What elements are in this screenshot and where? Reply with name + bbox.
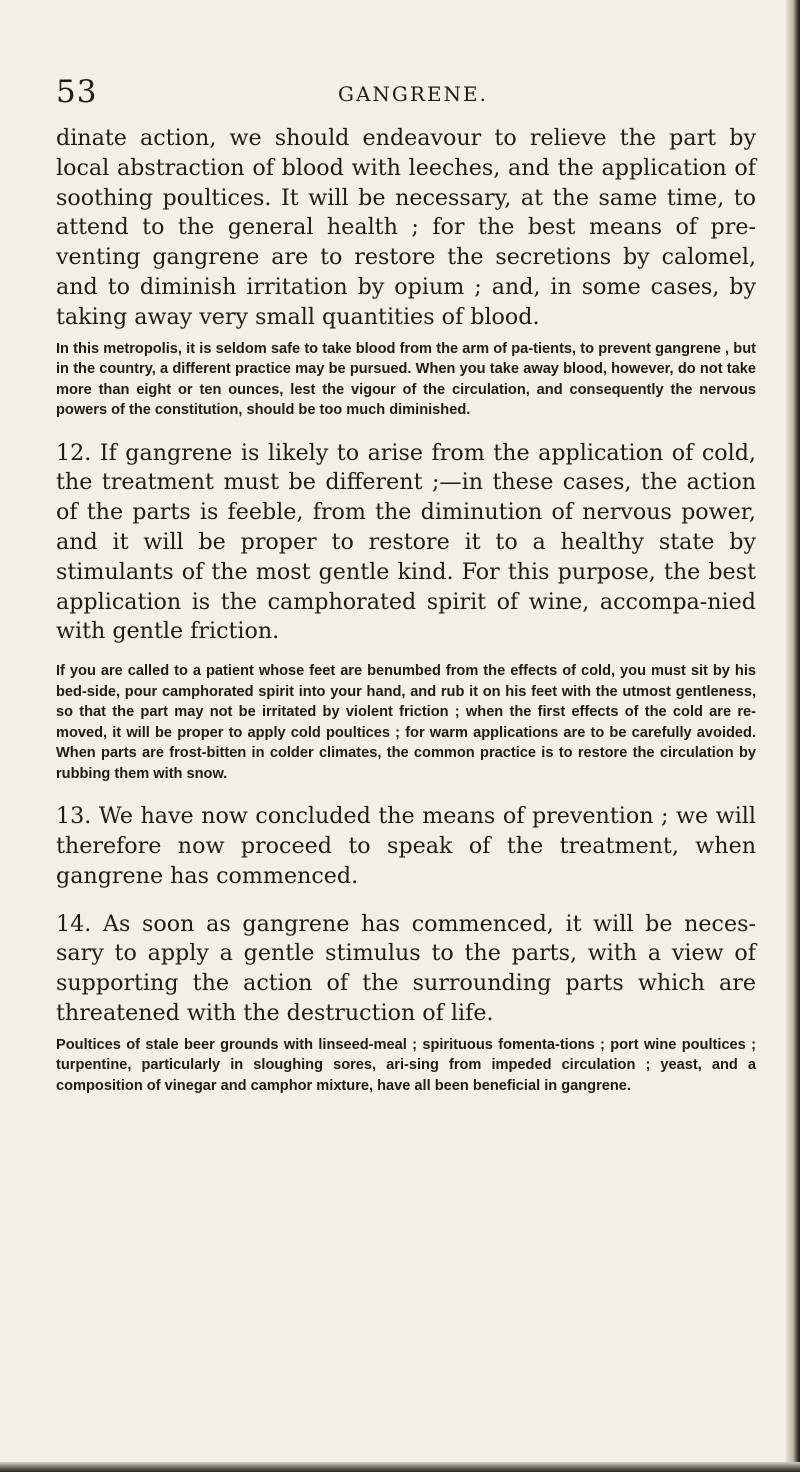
note-paragraph-14: Poultices of stale beer grounds with linseed-meal ; spirituous fomenta-tions ; port wine poultices ; turpentine, particularly in sloughing sores, ari-sing from impeded circulation ; yeast, and a composition of vinegar and camphor mixture, have all been beneficial in gangrene.	[56, 1036, 756, 1094]
note-paragraph-12: If you are called to a patient whose feet are benumbed from the effects of cold, you must sit by his bed-side, pour camphorated spirit into your hand, and rub it on his feet with the utmost gentleness, so that the part may not be irritated by violent friction ; when the first effects of the cold are re-moved, it will be proper to apply cold poultices ; for warm applications are to be carefully avoided. When parts are frost-bitten in colder climates, the common practice is to restore the circulation by rubbing them with snow.	[56, 663, 756, 782]
paragraph-continuation: dinate action, we should endeavour to relieve the part by local abstraction of blood with leeches, and the application of soothing poultices. It will be necessary, at the same time, to attend to the general health ; for the best means of pre-venting gangrene are to restore the secretions by calomel, and to diminish irritation by opium ; and, in some cases, by taking away very small quantities of blood.	[56, 125, 756, 330]
paragraph-13: 13. We have now concluded the means of prevention ; we will therefore now proceed to speak of the treatment, when gangrene has commenced.	[56, 803, 756, 889]
page-edge-shadow	[786, 0, 800, 1472]
running-title: GANGRENE.	[338, 82, 489, 106]
bottom-edge-shadow	[0, 1462, 800, 1472]
page-header	[56, 74, 756, 110]
paragraph-14: 14. As soon as gangrene has commenced, it will be neces-sary to apply a gentle stimulus to the parts, with a view of supporting the action of the surrounding parts which are threatened with the destruction of life.	[56, 910, 756, 1026]
page-body	[56, 124, 756, 1096]
note-paragraph-1: In this metropolis, it is seldom safe to take blood from the arm of pa-tients, to prevent gangrene , but in the country, a different practice may be pursued. When you take away blood, however, do not take more than eight or ten ounces, lest the vigour of the circulation, and consequently the nervous powers of the constitution, should be too much diminished.	[56, 340, 756, 419]
paragraph-12: 12. If gangrene is likely to arise from the application of cold, the treatment must be different ;—in these cases, the action of the parts is feeble, from the diminution of nervous power, and it will be proper to restore it to a healthy state by stimulants of the most gentle kind. For this purpose, the best application is the camphorated spirit of wine, accompa-nied with gentle friction.	[56, 439, 756, 645]
page-number: 53	[56, 74, 98, 110]
